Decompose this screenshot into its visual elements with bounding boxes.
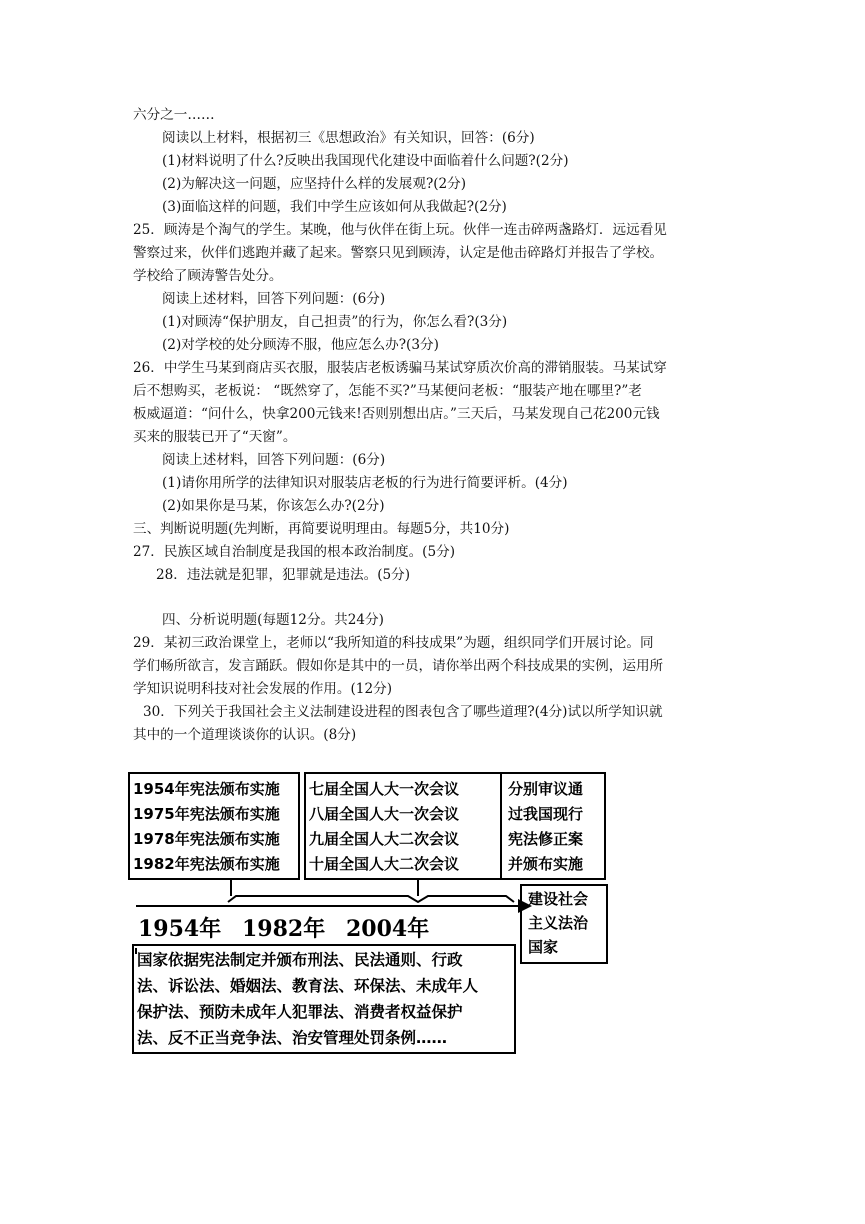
goal-item: 建设社会 bbox=[528, 890, 589, 908]
timeline-year: 1982年 bbox=[242, 916, 326, 942]
text-line: (2)对学校的处分顾涛不服，他应怎么办?(3分) bbox=[162, 337, 439, 353]
laws-line: 国家依据宪法制定并颁布刑法、民法通则、行政 bbox=[137, 951, 463, 969]
laws-box bbox=[132, 944, 516, 1054]
timeline-year: 1954年 bbox=[138, 916, 222, 942]
amendment-item: 过我国现行 bbox=[508, 805, 584, 823]
constitution-item: 1982年宪法颁布实施 bbox=[133, 855, 280, 873]
text-line: 学知识说明科技对社会发展的作用。(12分) bbox=[133, 681, 392, 697]
text-line: 买来的服装已开了“天窗”。 bbox=[133, 429, 297, 445]
amendment-item: 并颁布实施 bbox=[508, 855, 584, 873]
timeline-year: 2004年 bbox=[346, 916, 430, 942]
text-line: 阅读上述材料，回答下列问题：(6分) bbox=[162, 291, 386, 307]
congress-item: 八届全国人大一次会议 bbox=[309, 805, 460, 823]
text-line: (1)材料说明了什么?反映出我国现代化建设中面临着什么问题?(2分) bbox=[162, 153, 569, 169]
constitution-item: 1975年宪法颁布实施 bbox=[133, 805, 280, 823]
text-line: (2)为解决这一问题，应坚持什么样的发展观?(2分) bbox=[162, 176, 467, 192]
text-line: 阅读上述材料，回答下列问题：(6分) bbox=[162, 452, 386, 468]
text-line: 板威逼道：“问什么，快拿200元钱来!否则别想出店。”三天后，马某发现自己花200元钱 bbox=[133, 406, 660, 422]
congress-item: 七届全国人大一次会议 bbox=[309, 780, 460, 798]
text-line: 六分之一…… bbox=[133, 107, 215, 123]
constitution-item: 1954年宪法颁布实施 bbox=[133, 780, 280, 798]
amendment-item: 宪法修正案 bbox=[508, 830, 584, 848]
text-line: 后不想购买，老板说： “既然穿了，怎能不买?”马某便问老板：“服装产地在哪里?”老 bbox=[133, 383, 642, 399]
text-line: (1)对顾涛“保护朋友，自己担责”的行为，你怎么看?(3分) bbox=[162, 314, 508, 330]
legal-construction-chart bbox=[128, 768, 610, 1054]
question-29: 29．某初三政治课堂上，老师以“我所知道的科技成果”为题，组织同学们开展讨论。同 bbox=[133, 635, 654, 651]
laws-line: 法、反不正当竞争法、治安管理处罚条例…… bbox=[137, 1029, 448, 1047]
text-line: 学们畅所欲言，发言踊跃。假如你是其中的一员，请你举出两个科技成果的实例，运用所 bbox=[133, 658, 664, 674]
section-heading: 四、分析说明题(每题12分。共24分) bbox=[162, 612, 384, 628]
question-26: 26．中学生马某到商店买衣服，服装店老板诱骗马某试穿质次价高的滞销服装。马某试穿 bbox=[133, 360, 667, 376]
question-27: 27．民族区域自治制度是我国的根本政治制度。(5分) bbox=[133, 544, 456, 560]
amendment-item: 分别审议通 bbox=[508, 780, 584, 798]
laws-line: 法、诉讼法、婚姻法、教育法、环保法、未成年人 bbox=[137, 977, 479, 995]
text-line: (2)如果你是马某，你该怎么办?(2分) bbox=[162, 498, 385, 514]
congress-item: 十届全国人大二次会议 bbox=[309, 855, 460, 873]
text-line: (3)面临这样的问题，我们中学生应该如何从我做起?(2分) bbox=[162, 199, 507, 215]
text-line: 学校给了顾涛警告处分。 bbox=[133, 268, 283, 284]
constitution-item: 1978年宪法颁布实施 bbox=[133, 830, 280, 848]
question-28: 28．违法就是犯罪，犯罪就是违法。(5分) bbox=[156, 567, 411, 583]
text-line: 阅读以上材料，根据初三《思想政治》有关知识，回答：(6分) bbox=[162, 130, 535, 146]
laws-line: 保护法、预防未成年人犯罪法、消费者权益保护 bbox=[137, 1003, 463, 1021]
question-30: 30．下列关于我国社会主义法制建设进程的图表包含了哪些道理?(4分)试以所学知识就 bbox=[143, 704, 663, 720]
question-25: 25．顾涛是个淘气的学生。某晚，他与伙伴在街上玩。伙伴一连击碎两盏路灯．远远看见 bbox=[133, 222, 667, 238]
text-line: 警察过来，伙伴们逃跑并藏了起来。警察只见到顾涛，认定是他击碎路灯并报告了学校。 bbox=[133, 245, 664, 261]
goal-box bbox=[520, 884, 608, 964]
section-heading: 三、判断说明题(先判断，再简要说明理由。每题5分，共10分) bbox=[133, 521, 510, 537]
congress-item: 九届全国人大二次会议 bbox=[309, 830, 460, 848]
goal-item: 国家 bbox=[528, 938, 559, 956]
goal-item: 主义法治 bbox=[528, 914, 589, 932]
text-line: (1)请你用所学的法律知识对服装店老板的行为进行简要评析。(4分) bbox=[162, 475, 568, 491]
text-line: 其中的一个道理谈谈你的认识。(8分) bbox=[133, 727, 357, 743]
